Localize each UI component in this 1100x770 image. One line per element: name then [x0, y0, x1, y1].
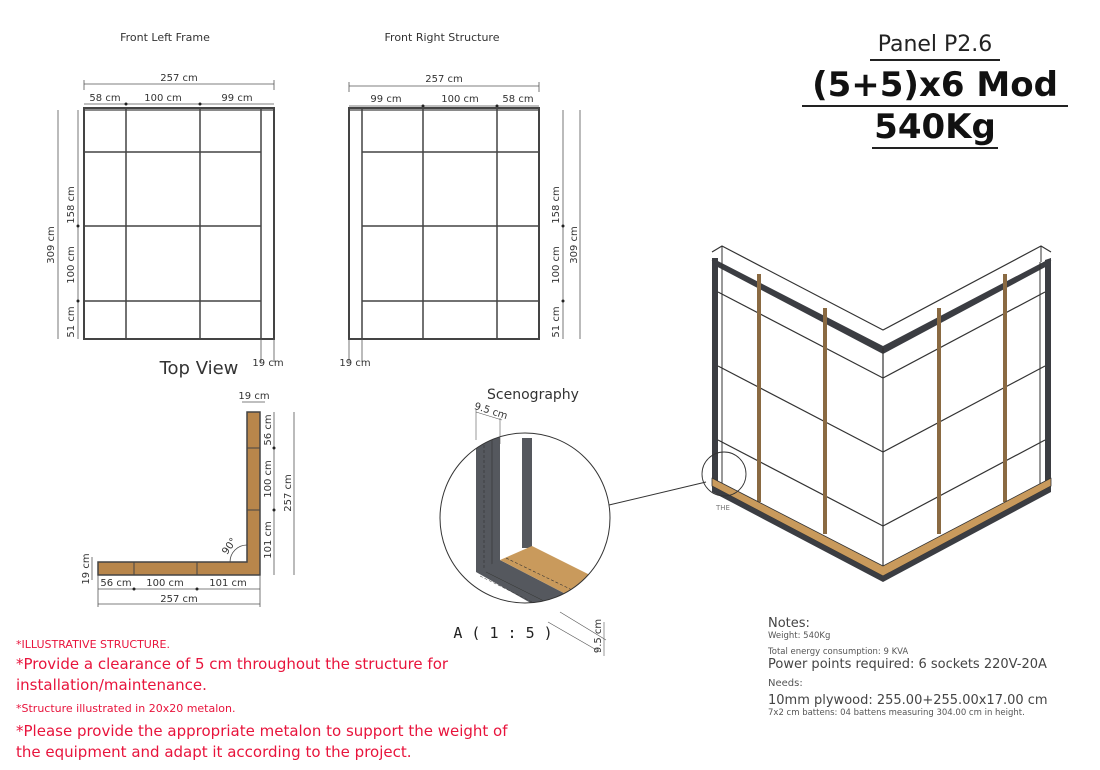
notes-weight: Weight: 540Kg — [768, 631, 831, 641]
front-right-total-width: 257 cm — [425, 74, 463, 85]
panel-name: Panel P2.6 — [870, 32, 1001, 61]
top-view-title: Top View — [159, 358, 239, 379]
top-view-hseg-0: 56 cm — [100, 578, 132, 589]
front-right-total-height: 309 cm — [569, 226, 580, 264]
notes-power: Power points required: 6 sockets 220V-20A — [768, 657, 1047, 672]
notes-needs-heading: Needs: — [768, 678, 803, 689]
scenography-dim-bottom: 9.5 cm — [593, 618, 604, 654]
front-right-height-0: 158 cm — [551, 186, 562, 224]
front-left-depth: 19 cm — [252, 358, 284, 369]
front-left-title: Front Left Frame — [120, 31, 210, 44]
notes-battens: 7x2 cm battens: 04 battens measuring 304.00 cm in height. — [768, 708, 1025, 718]
front-left-frame — [46, 31, 284, 369]
front-right-depth: 19 cm — [339, 358, 371, 369]
top-view-vseg-1: 100 cm — [263, 460, 274, 498]
front-right-height-2: 51 cm — [551, 306, 562, 338]
front-left-height-1: 100 cm — [66, 246, 77, 284]
detail-label: A ( 1 : 5 ) — [453, 624, 553, 642]
top-view-depth-left: 19 cm — [81, 553, 92, 585]
front-left-height-0: 158 cm — [66, 186, 77, 224]
front-left-width-1: 100 cm — [144, 93, 182, 104]
scenography-title: Scenography — [487, 387, 579, 403]
scenography-dim-top: 9.5 cm — [472, 401, 509, 423]
top-view — [81, 358, 294, 607]
front-left-height-2: 51 cm — [66, 306, 77, 338]
top-view-htotal: 257 cm — [160, 594, 198, 605]
warning-metalon: *Structure illustrated in 20x20 metalon. — [16, 702, 236, 715]
front-right-structure — [339, 31, 580, 369]
front-right-width-2: 58 cm — [502, 94, 534, 105]
notes-block — [768, 616, 1088, 718]
top-view-angle: 90° — [220, 536, 240, 557]
isometric-structure — [702, 246, 1051, 582]
notes-heading: Notes: — [768, 616, 810, 631]
warning-support: *Please provide the appropriate metalon to support the weight of the equipment and adapt it according to the project. — [16, 722, 508, 761]
notes-energy: Total energy consumption: 9 KVA — [768, 647, 909, 657]
front-left-width-0: 58 cm — [89, 93, 121, 104]
scenography-detail — [440, 387, 706, 656]
top-view-hseg-2: 101 cm — [209, 578, 247, 589]
front-left-total-width: 257 cm — [160, 73, 198, 84]
panel-weight: 540Kg — [874, 107, 996, 147]
panel-module: (5+5)x6 Mod — [802, 65, 1068, 107]
front-left-total-height: 309 cm — [46, 226, 57, 264]
front-left-width-2: 99 cm — [221, 93, 253, 104]
top-view-depth-top: 19 cm — [238, 391, 270, 402]
notes-plywood: 10mm plywood: 255.00+255.00x17.00 cm — [768, 693, 1048, 708]
warning-clearance: *Provide a clearance of 5 cm throughout the structure for installation/maintenance. — [16, 655, 449, 694]
top-view-hseg-1: 100 cm — [146, 578, 184, 589]
top-view-vseg-0: 56 cm — [263, 414, 274, 446]
front-right-height-1: 100 cm — [551, 246, 562, 284]
warning-illustrative: *ILLUSTRATIVE STRUCTURE. — [16, 638, 170, 651]
top-view-vtotal: 257 cm — [283, 474, 294, 512]
top-view-vseg-2: 101 cm — [263, 521, 274, 559]
front-right-title: Front Right Structure — [384, 31, 500, 44]
title-block — [790, 32, 1080, 149]
front-right-width-1: 100 cm — [441, 94, 479, 105]
front-right-width-0: 99 cm — [370, 94, 402, 105]
iso-callout-label: THE — [716, 504, 730, 512]
